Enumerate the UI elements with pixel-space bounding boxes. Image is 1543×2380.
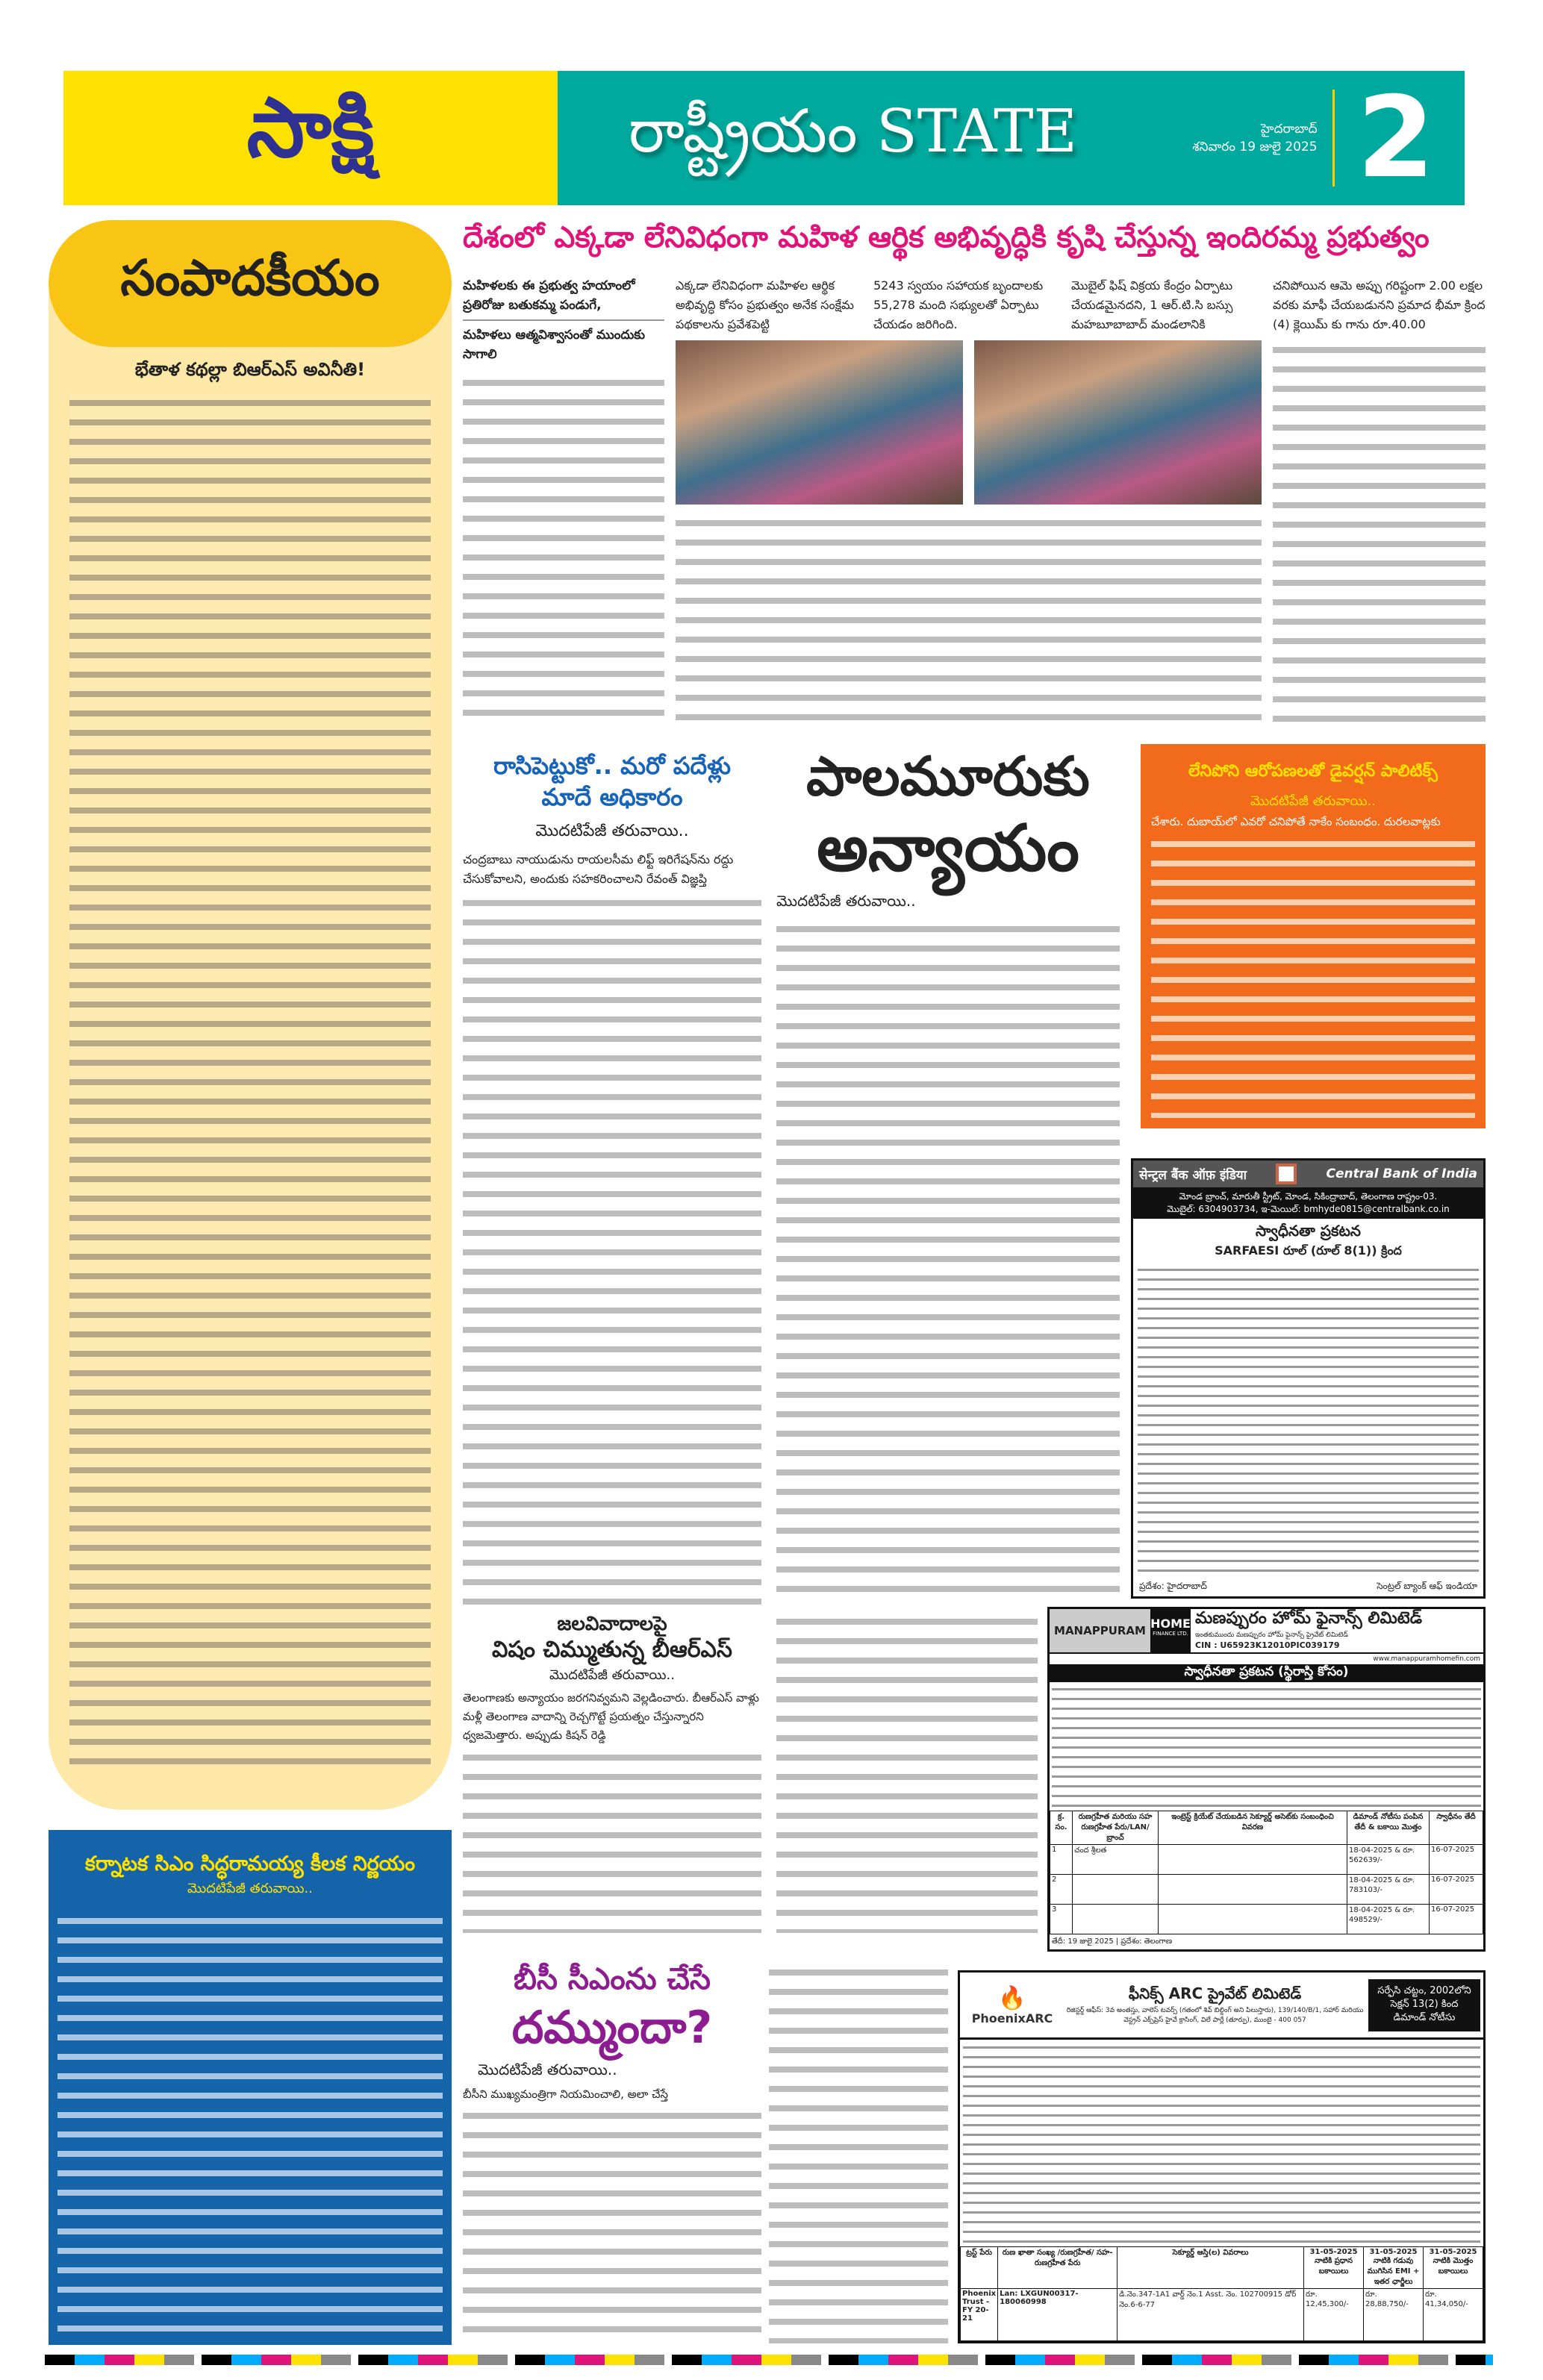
lead-col-5 xyxy=(1273,276,1486,724)
divider xyxy=(1332,90,1335,187)
rasi-story xyxy=(463,750,761,1612)
lead-col-text: 5243 స్వయం సహాయక బృందాలకు 55,278 మంది సభ్యులతో ఏర్పాటు చేయడం జరిగింది. xyxy=(873,278,1044,331)
palamuru-headline: పాలమూరుకు అన్యాయం xyxy=(806,745,1090,886)
continued-label: మొదటిపేజీ తరువాయి.. xyxy=(478,2061,617,2078)
lead-col-5-body xyxy=(1273,340,1486,724)
phoenix-ad xyxy=(958,1970,1486,2343)
company-name: ఫీనిక్స్ ARC ప్రైవేట్ లిమిటెడ్ xyxy=(1128,1984,1302,2002)
highlight: మహిళలకు ఈ ప్రభుత్వ హయాంలో ప్రతిరోజు బతుకమ్మ పండుగే, xyxy=(463,276,664,321)
continued-label: మొదటిపేజీ తరువాయి.. xyxy=(1250,793,1376,809)
company-website: www.manappuramhomefin.com xyxy=(1373,1655,1480,1663)
visham-story xyxy=(463,1612,761,1933)
manappuram-ad: MANAPPURAM HOME FINANCE LTD. మణప్పురం హోమ్ ఫైనాన్స్ లిమిటెడ్ ఇంతకుముందు మణప్పురం హోమ్ ఫైనాన్స్ ప్రైవేట్ లిమిటెడ్ CIN : U65923K12010PIC039179 www.manappuramhomefin.com స్వాధీనతా ప్రకటన (స్థిరాస్తి కోసం) క్ర. సం. రుణగ్రహీత మరియు సహ రుణగ్రహీత పేరు/LAN/ బ్రాంచ్ ఇంట్రెస్ట్ క్రియేట్ చేయబడిన సెక్యూర్డ్ అసెట్‌కు సంబంధించి వివరణ డిమాండ్ నోటీసు పంపిన తేదీ & బకాయి మొత్తం స్వాధీనం తేదీ 1 చంద శ్రీలత 18-04-2025 & రూ. 562639/- 16-07-2025 2 18-04-2025 & రూ. 783103/- 16-07-2025 3 18-04-2025 & రూ. 498529/- 16-07-2025 తేదీ: 19 జులై 2025 | ప్రదేశం: తెలంగాణ xyxy=(1047,1607,1486,1952)
notice-title: స్వాధీనతా ప్రకటన xyxy=(1256,1222,1361,1240)
section-title: రాష్ట్రీయం STATE xyxy=(629,96,1077,166)
lead-col-1-body xyxy=(463,373,664,724)
edition-city: హైదరాబాద్ xyxy=(1260,122,1318,137)
diversion-body xyxy=(1151,834,1475,1118)
bank-address: మోండ బ్రాంచ్, మారుతీ స్ట్రీట్, మోండ, సికింద్రాబాద్, తెలంగాణ రాష్ట్రం-03. xyxy=(1179,1191,1438,1202)
editorial-body xyxy=(69,393,431,1765)
bank-name-hindi: सेन्ट्रल बैंक ऑफ़ इंडिया xyxy=(1139,1167,1247,1183)
bc-story xyxy=(463,1959,761,2343)
company-cin: CIN : U65923K12010PIC039179 xyxy=(1195,1640,1340,1650)
bc-lead: బీసీని ముఖ్యమంత్రిగా నియమించాలి, అలా చేస్తే xyxy=(463,2087,669,2101)
notice-footer: తేదీ: 19 జులై 2025 | ప్రదేశం: తెలంగాణ xyxy=(1052,1937,1173,1946)
notice-subtitle: SARFAESI రూల్ (రూల్ 8(1)) క్రింద xyxy=(1215,1243,1402,1258)
karnataka-story xyxy=(49,1830,452,2345)
notice-title: సర్ఫేసి చట్టం, 2002లోని సెక్షన్ 13(2) కింద డిమాండ్ నోటీసు xyxy=(1368,1979,1480,2031)
edition-date: శనివారం 19 జులై 2025 xyxy=(1192,140,1318,154)
table-row: 2 18-04-2025 & రూ. 783103/- 16-07-2025 xyxy=(1050,1875,1483,1905)
bank-logo-icon xyxy=(1276,1164,1297,1184)
diversion-headline: లేనిపోని ఆరోపణలతో డైవర్షన్ పాలిటిక్స్ xyxy=(1188,762,1438,781)
karnataka-body xyxy=(57,1911,443,2334)
bank-name: Central Bank of India xyxy=(1326,1166,1477,1181)
editorial-title: భేతాళ కథల్లా బిఆర్ఎస్ అవినీతి! xyxy=(134,359,366,380)
notice-place: ప్రదేశం: హైదరాబాద్ xyxy=(1139,1581,1207,1591)
lead-col-1 xyxy=(463,276,664,724)
continued-label: మొదటిపేజీ తరువాయి.. xyxy=(535,822,689,840)
lead-col-text: మొబైల్ ఫిష్ విక్రయ కేంద్రం ఏర్పాటు చేయడమైనదని, 1 ఆర్.టి.సి బస్సు మహబూబాబాద్ మండలానికి xyxy=(1071,278,1233,331)
bank-contact: మొబైల్: 6304903734, ఇ-మెయిల్: bmhyde0815@centralbank.co.in xyxy=(1167,1204,1450,1214)
rasi-headline: రాసిపెట్టుకో.. మరో పదేళ్లు మాదే అధికారం xyxy=(493,752,732,811)
newspaper-logo: సాక్షి xyxy=(246,80,375,175)
section-header xyxy=(558,71,1465,205)
lead-col-text: ఎక్కడా లేనివిధంగా మహిళల ఆర్థిక అభివృద్ధి కోసం ప్రభుత్వం అనేక సంక్షేమ పథకాలను ప్రవేశపెట్టి xyxy=(676,278,854,331)
print-color-bar xyxy=(45,2355,1493,2365)
central-bank-ad xyxy=(1131,1158,1486,1599)
continued-label: మొదటిపేజీ తరువాయి.. xyxy=(776,892,916,910)
notice-title: స్వాధీనతా ప్రకటన (స్థిరాస్తి కోసం) xyxy=(1050,1664,1483,1682)
table-row: 3 18-04-2025 & రూ. 498529/- 16-07-2025 xyxy=(1050,1905,1483,1934)
logo-block xyxy=(63,71,558,205)
karnataka-headline: కర్నాటక సిఎం సిద్ధరామయ్య కీలక నిర్ణయం xyxy=(84,1852,416,1875)
continued-label: మొదటిపేజీ తరువాయి.. xyxy=(187,1881,313,1896)
rasi-lead: చంద్రబాబు నాయుడును రాయలసీమ లిఫ్ట్ ఇరిగేషన్‌ను రద్దు చేసుకోవాలని, అందుకు సహకరించాలని రేవంత్ విజ్ఞప్తి xyxy=(463,852,734,886)
bc-body xyxy=(463,2106,761,2343)
bc-body-2 xyxy=(769,1963,948,2343)
lead-headline: దేశంలో ఎక్కడా లేనివిధంగా మహిళ ఆర్థిక అభివృద్ధికి కృషి చేస్తున్న ఇందిరమ్మ ప్రభుత్వం xyxy=(463,221,1430,254)
diversion-story xyxy=(1141,744,1486,1128)
palamuru-story xyxy=(776,743,1120,1601)
palamuru-body xyxy=(776,919,1120,1601)
visham-body-2 xyxy=(776,1612,1038,1933)
lead-body xyxy=(676,513,1262,724)
table-row: 1 చంద శ్రీలత 18-04-2025 & రూ. 562639/- 16-07-2025 xyxy=(1050,1845,1483,1875)
lead-col-text: చనిపోయిన ఆమె అప్పు గరిష్టంగా 2.00 లక్షల వరకు మాఫీ చేయబడునని ప్రమాద భీమా క్రింద (4) క్లెయిమ్ కు గాను రూ.40.00 xyxy=(1273,278,1486,331)
phoenix-logo: 🔥 PhoenixARC xyxy=(960,1985,1064,2026)
manappuram-logo: MANAPPURAM xyxy=(1050,1609,1150,1652)
visham-body xyxy=(463,1748,761,1933)
demand-table: ట్రస్ట్ పేరు రుణ ఖాతా సంఖ్య /రుణగ్రహీత/ సహ-రుణగ్రహీత పేరు సెక్యూర్డ్ ఆస్తి(ల) వివరాలు 31-05-2025 నాటికి ప్రధాన బకాయిలు 31-05-2025 నాటికి గడువు ముగిసిన EMI + ఇతర ఛార్జీలు 31-05-2025 నాటికి మొత్తం బకాయిలు Phoenix Trust - FY 20-21 Lan: LXGUN00317- 180060998 డి.నెం.347-1A1 వార్డ్ నెం.1 Asst. నెం. 102700915 డోర్ నెం.6-6-77 రూ. 12,45,300/- రూ. 28,88,750/- రూ. 41,34,050/- xyxy=(960,2246,1483,2341)
event-photo-2 xyxy=(974,340,1262,505)
lead-center xyxy=(676,276,1262,724)
rasi-body xyxy=(463,893,761,1612)
editorial-panel xyxy=(49,220,452,1810)
diversion-lead: చేశారు. దుబాయ్‌లో ఎవరో చనిపోతే నాకేం సంబంధం. దురలవాట్లకు xyxy=(1151,815,1441,828)
notice-signatory: సెంట్రల్ బ్యాంక్ ఆఫ్ ఇండియా xyxy=(1377,1581,1477,1591)
bc-headline: బీసీ సీఎంను చేసే దమ్ముందా? xyxy=(511,1962,713,2054)
continued-label: మొదటిపేజీ తరువాయి.. xyxy=(549,1667,675,1683)
visham-lead: తెలంగాణకు అన్యాయం జరగనివ్వమని వెల్లడించారు. బీఆర్ఎస్ వాళ్లు మళ్లీ తెలంగాణ వాదాన్ని రెచ్చగొట్టే ప్రయత్నం చేస్తున్నారని ధ్వజమెత్తారు. అప్పుడు కిషన్ రెడ్డి xyxy=(463,1691,759,1742)
highlight: మహిళలు ఆత్మవిశ్వాసంతో ముందుకు సాగాలి xyxy=(463,328,645,362)
company-address: రిజిస్టర్డ్ ఆఫీస్: 3వ అంతస్తు, వాలెస్ టవర్స్ (గతంలో శివ్ బిల్డింగ్ అని పిలుస్తారు), 139/140/B/1, సహార్ మరియు వెస్ట్రన్ ఎక్స్‌ప్రెస్ హైవే క్రాసింగ్, విలే పార్లే (తూర్పు), ముంబై - 400 057 xyxy=(1066,2007,1364,2024)
event-photo-1 xyxy=(676,340,963,505)
home-logo: HOME xyxy=(1150,1617,1191,1631)
phoenix-bird-icon: 🔥 xyxy=(998,1984,1026,2011)
page-number: 2 xyxy=(1356,73,1435,203)
company-name: మణప్పురం హోమ్ ఫైనాన్స్ లిమిటెడ్ xyxy=(1195,1609,1423,1628)
editorial-label: సంపాదకీయం xyxy=(49,220,452,347)
notice-body xyxy=(1138,1265,1479,1576)
visham-headline: జలవివాదాలపై విషం చిమ్ముతున్న బీఆర్ఎస్ xyxy=(492,1613,732,1663)
possession-table: క్ర. సం. రుణగ్రహీత మరియు సహ రుణగ్రహీత పేరు/LAN/ బ్రాంచ్ ఇంట్రెస్ట్ క్రియేట్ చేయబడిన సెక్యూర్డ్ అసెట్‌కు సంబంధించి వివరణ డిమాండ్ నోటీసు పంపిన తేదీ & బకాయి మొత్తం స్వాధీనం తేదీ 1 చంద శ్రీలత 18-04-2025 & రూ. 562639/- 16-07-2025 2 18-04-2025 & రూ. 783103/- 16-07-2025 3 18-04-2025 & రూ. 498529/- 16-07-2025 xyxy=(1050,1811,1483,1934)
notice-body xyxy=(963,2043,1480,2243)
notice-body xyxy=(1052,1684,1481,1808)
table-row: Phoenix Trust - FY 20-21 Lan: LXGUN00317- 180060998 డి.నెం.347-1A1 వార్డ్ నెం.1 Asst. నెం. 102700915 డోర్ నెం.6-6-77 రూ. 12,45,300/- రూ. 28,88,750/- రూ. 41,34,050/- xyxy=(961,2289,1483,2341)
